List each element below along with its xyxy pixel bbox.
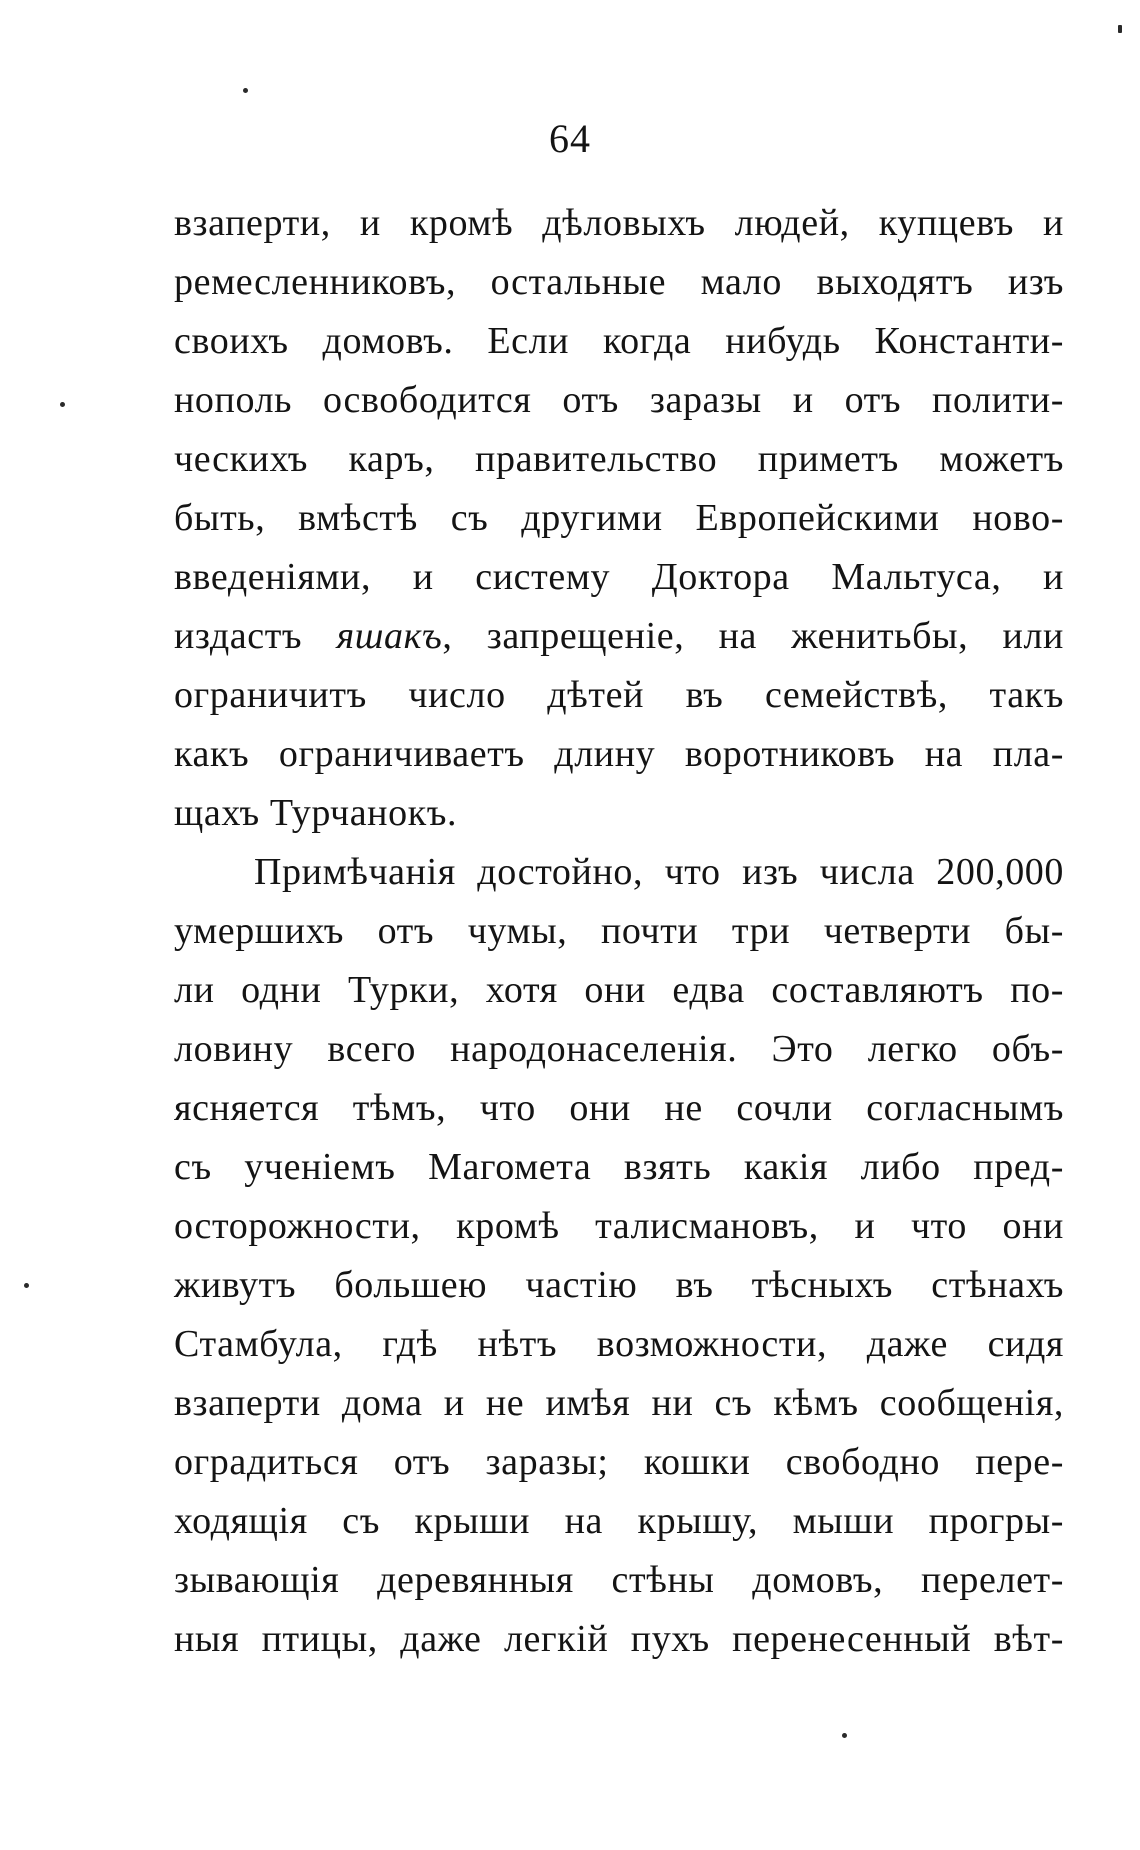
paragraph-start-line: Примѣчанія достойно, что изъ числа 200,000 xyxy=(254,851,1064,893)
text-line: ограничитъ число дѣтей въ семействѣ, такъ xyxy=(174,674,1064,716)
text-line: ясняется тѣмъ, что они не сочли согласнымъ xyxy=(174,1087,1064,1129)
text-line-italic-word: издастъ яшакъ, запрещеніе, на женитьбы, или xyxy=(174,615,1064,657)
text-line: своихъ домовъ. Если когда нибудь Константи- xyxy=(174,320,1064,362)
text-line: взаперти, и кромѣ дѣловыхъ людей, купцевъ и xyxy=(174,202,1064,244)
text-line: введеніями, и систему Доктора Мальтуса, и xyxy=(174,556,1064,598)
paper-speck xyxy=(842,1733,847,1738)
text-line: ли одни Турки, хотя они едва составляютъ по- xyxy=(174,969,1064,1011)
text-line: зывающія деревянныя стѣны домовъ, перелет- xyxy=(174,1559,1064,1601)
paper-speck xyxy=(24,1283,29,1288)
text-line: какъ ограничиваетъ длину воротниковъ на пла- xyxy=(174,733,1064,775)
page-number: 64 xyxy=(549,116,591,161)
text-line: осторожности, кромѣ талисмановъ, и что они xyxy=(174,1205,1064,1247)
text-line: ходящія съ крыши на крышу, мыши прогры- xyxy=(174,1500,1064,1542)
text-line: Стамбула, гдѣ нѣтъ возможности, даже сидя xyxy=(174,1323,1064,1365)
text-line: ныя птицы, даже легкій пухъ перенесенный вѣт- xyxy=(174,1618,1064,1660)
text-line: ремесленниковъ, остальные мало выходятъ изъ xyxy=(174,261,1064,303)
paragraph-end-line: щахъ Турчанокъ. xyxy=(174,792,458,834)
text-line: съ ученіемъ Магомета взять какія либо пред- xyxy=(174,1146,1064,1188)
paper-speck xyxy=(1118,25,1122,33)
text-line: оградиться отъ заразы; кошки свободно пере- xyxy=(174,1441,1064,1483)
text-line: быть, вмѣстѣ съ другими Европейскими ново- xyxy=(174,497,1064,539)
text-line: живутъ большею частію въ тѣсныхъ стѣнахъ xyxy=(174,1264,1064,1306)
italic-word: яшакъ xyxy=(336,615,443,657)
text-line: умершихъ отъ чумы, почти три четверти бы- xyxy=(174,910,1064,952)
text-line: нополь освободится отъ заразы и отъ полити- xyxy=(174,379,1064,421)
text-line: ловину всего народонаселенія. Это легко объ- xyxy=(174,1028,1064,1070)
text-line: взаперти дома и не имѣя ни съ кѣмъ сообщенія, xyxy=(174,1382,1064,1424)
paper-speck xyxy=(243,88,248,93)
text-line: ческихъ каръ, правительство приметъ можетъ xyxy=(174,438,1064,480)
paper-speck xyxy=(60,402,65,407)
